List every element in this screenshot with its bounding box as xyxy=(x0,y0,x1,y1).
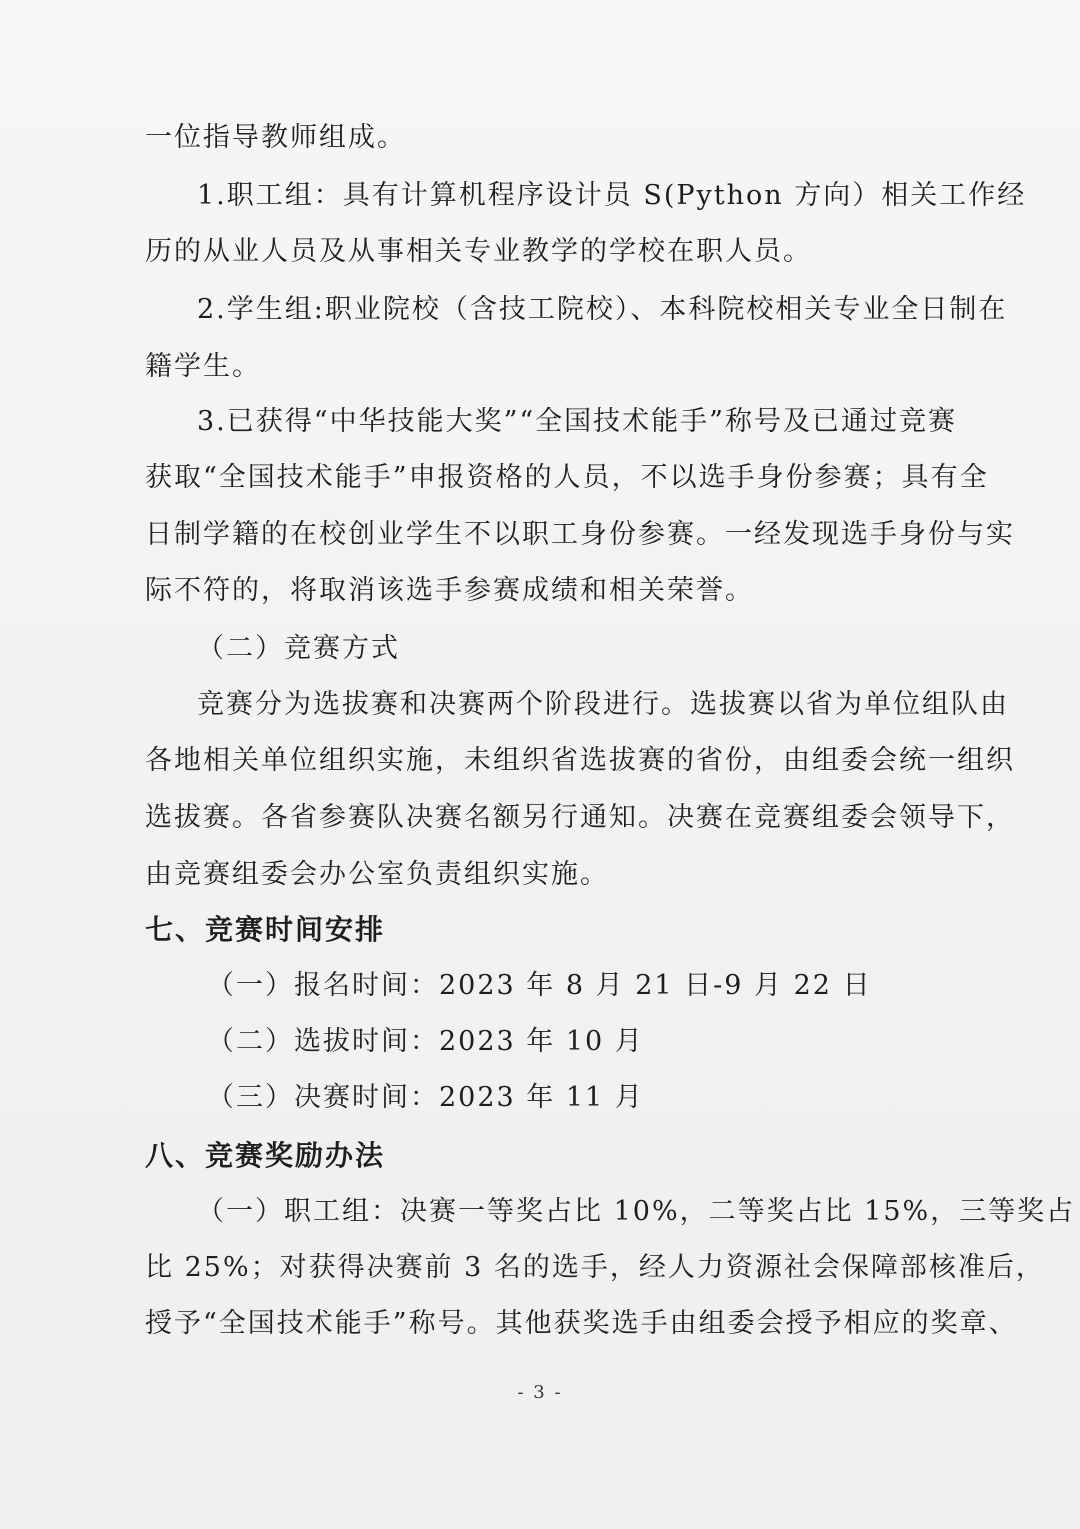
section-heading-seven: 七、竞赛时间安排 xyxy=(145,913,386,946)
paragraph-line: 授予“全国技术能手”称号。其他获奖选手由组委会授予相应的奖章、 xyxy=(145,1308,1018,1339)
schedule-item: （二）选拔时间：2023 年 10 月 xyxy=(207,1026,644,1057)
schedule-item: （一）报名时间：2023 年 8 月 21 日-9 月 22 日 xyxy=(207,970,872,1001)
paragraph-line: 3.已获得“中华技能大奖”“全国技术能手”称号及已通过竞赛 xyxy=(197,406,957,437)
paragraph-line: 1.职工组：具有计算机程序设计员 S(Python 方向）相关工作经 xyxy=(197,180,1027,211)
schedule-item: （三）决赛时间：2023 年 11 月 xyxy=(207,1082,644,1113)
paragraph-line: 一位指导教师组成。 xyxy=(145,122,406,153)
paragraph-line: 际不符的，将取消该选手参赛成绩和相关荣誉。 xyxy=(145,575,754,606)
paragraph-line: 竞赛分为选拔赛和决赛两个阶段进行。选拔赛以省为单位组队由 xyxy=(197,689,1009,720)
paragraph-line: 获取“全国技术能手”申报资格的人员，不以选手身份参赛；具有全 xyxy=(145,462,989,493)
paragraph-line: 选拔赛。各省参赛队决赛名额另行通知。决赛在竞赛组委会领导下， xyxy=(145,802,1015,833)
paragraph-line: 日制学籍的在校创业学生不以职工身份参赛。一经发现选手身份与实 xyxy=(145,519,1015,550)
paragraph-line: 2.学生组:职业院校（含技工院校）、本科院校相关专业全日制在 xyxy=(197,294,1008,325)
paragraph-line: （一）职工组：决赛一等奖占比 10%，二等奖占比 15%，三等奖占 xyxy=(197,1196,1076,1227)
paragraph-line: 由竞赛组委会办公室负责组织实施。 xyxy=(145,859,609,890)
section-heading-eight: 八、竞赛奖励办法 xyxy=(145,1139,386,1172)
paragraph-line: 历的从业人员及从事相关专业教学的学校在职人员。 xyxy=(145,236,812,267)
paragraph-line: 籍学生。 xyxy=(145,351,261,382)
paragraph-line: 各地相关单位组织实施，未组织省选拔赛的省份，由组委会统一组织 xyxy=(145,745,1015,776)
subsection-heading: （二）竞赛方式 xyxy=(197,633,400,664)
paragraph-line: 比 25%；对获得决赛前 3 名的选手，经人力资源社会保障部核准后， xyxy=(145,1252,1045,1283)
page-number: - 3 - xyxy=(517,1382,563,1403)
